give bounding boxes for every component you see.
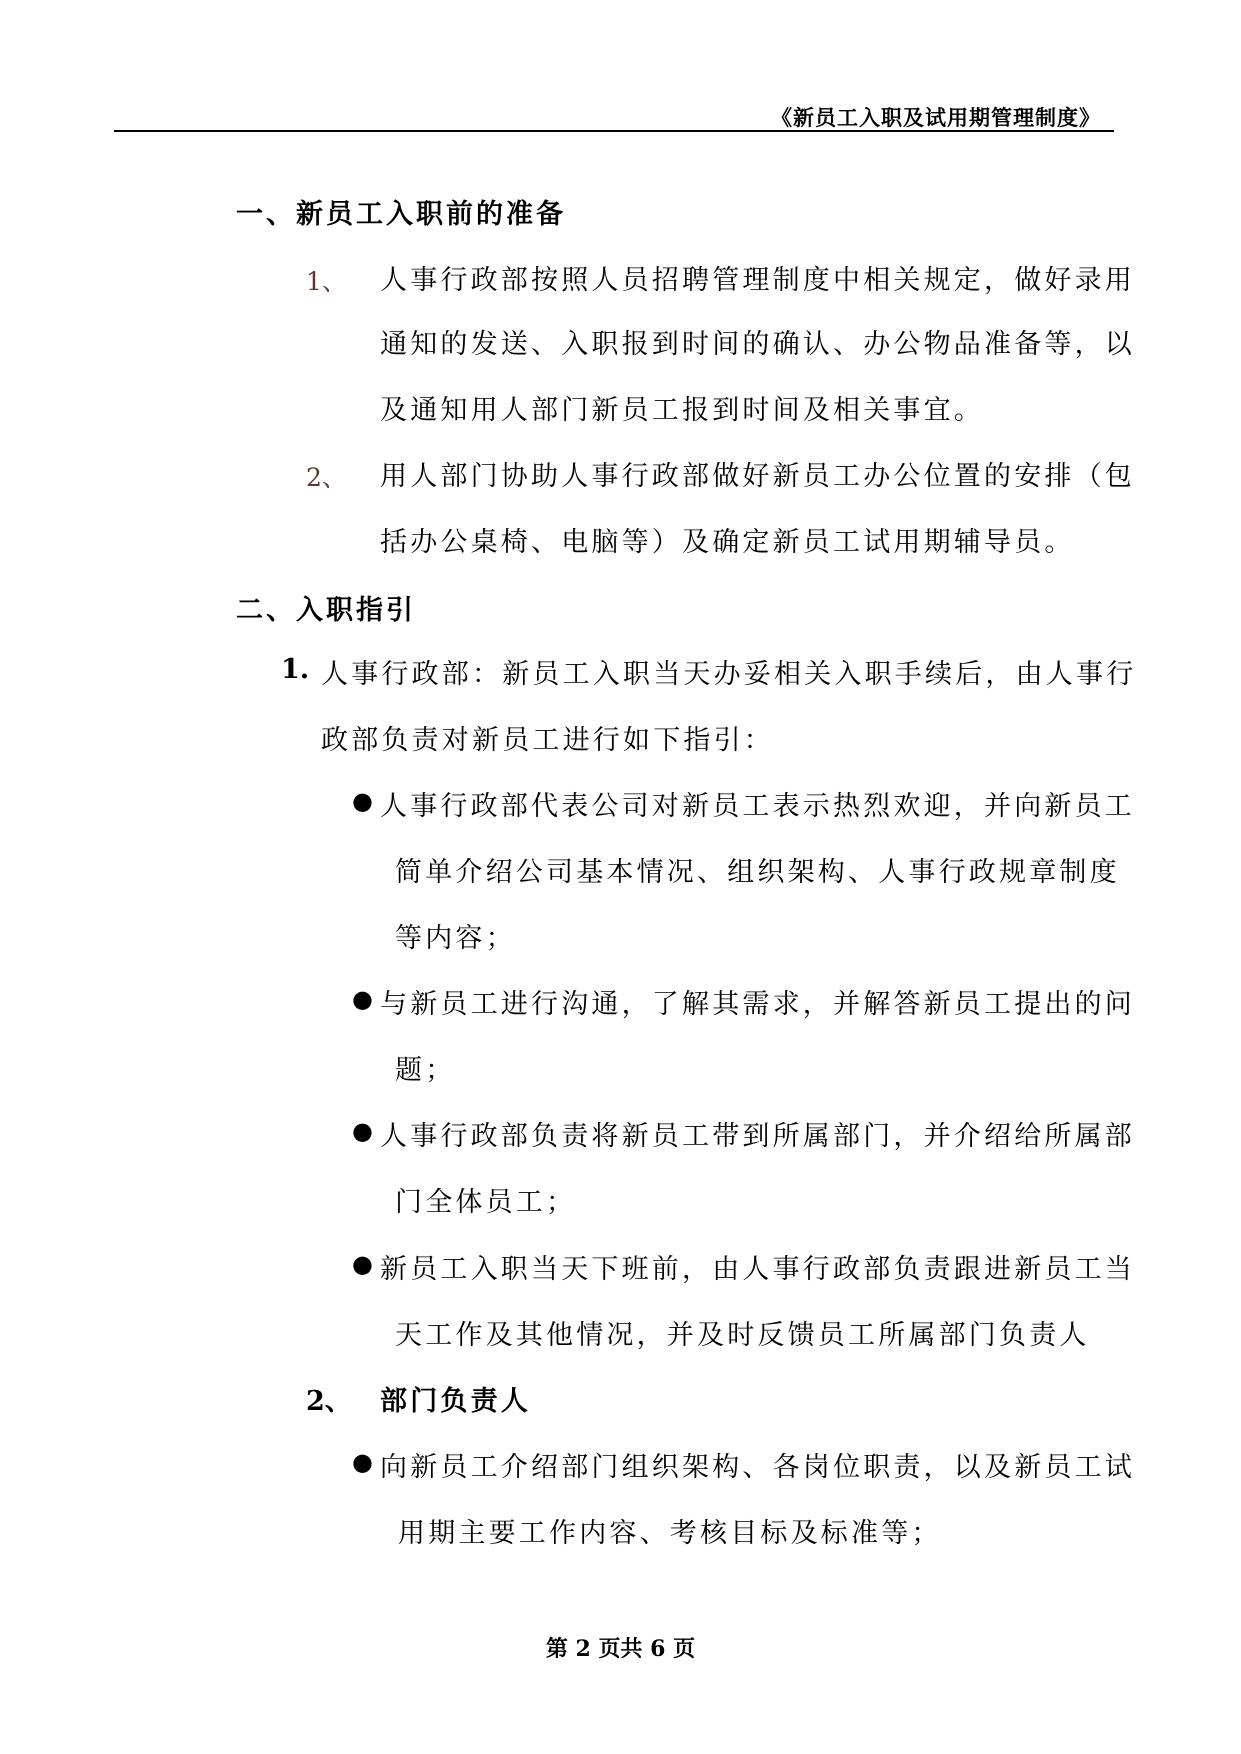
item-text-line: 通知的发送、入职报到时间的确认、办公物品准备等，以 — [380, 329, 1135, 360]
item-number: 1、 — [306, 267, 347, 296]
bullet-text-line: 天工作及其他情况，并及时反馈员工所属部门负责人 — [395, 1320, 1090, 1351]
bullet-text-line: 等内容； — [395, 923, 516, 954]
bullet-icon: ● — [352, 1250, 373, 1278]
bullet-text-line: 向新员工介绍部门组织架构、各岗位职责，以及新员工试 — [380, 1452, 1135, 1483]
item-text-line: 人事行政部：新员工入职当天办妥相关入职手续后，由人事行 — [321, 659, 1137, 690]
item-text-line: 及通知用人部门新员工报到时间及相关事宜。 — [380, 395, 984, 426]
page-number: 第 2 页共 6 页 — [545, 1636, 696, 1662]
bullet-text-line: 门全体员工； — [395, 1187, 577, 1218]
item-text-line: 人事行政部按照人员招聘管理制度中相关规定，做好录用 — [380, 265, 1135, 296]
bullet-text-line: 新员工入职当天下班前，由人事行政部负责跟进新员工当 — [380, 1254, 1135, 1285]
bullet-text-line: 用期主要工作内容、考核目标及标准等； — [398, 1518, 942, 1549]
bullet-text-line: 人事行政部负责将新员工带到所属部门，并介绍给所属部 — [380, 1121, 1135, 1152]
bullet-icon: ● — [352, 1448, 373, 1476]
bullet-text-line: 人事行政部代表公司对新员工表示热烈欢迎，并向新员工 — [380, 791, 1135, 822]
bullet-icon: ● — [352, 985, 373, 1013]
bullet-text-line: 简单介绍公司基本情况、组织架构、人事行政规章制度 — [395, 857, 1120, 888]
item-text-line: 括办公桌椅、电脑等）及确定新员工试用期辅导员。 — [380, 527, 1075, 558]
bullet-text-line: 与新员工进行沟通，了解其需求，并解答新员工提出的问 — [380, 989, 1135, 1020]
item-heading: 部门负责人 — [380, 1386, 531, 1417]
item-text-line: 用人部门协助人事行政部做好新员工办公位置的安排（包 — [380, 461, 1135, 492]
header-divider — [114, 130, 1114, 132]
item-number: 2、 — [306, 463, 347, 492]
item-number: 2、 — [306, 1386, 352, 1417]
bullet-icon: ● — [352, 787, 373, 815]
section-1-heading: 一、新员工入职前的准备 — [236, 199, 566, 230]
item-number: 1. — [281, 654, 310, 685]
document-title: 《新员工入职及试用期管理制度》 — [771, 105, 1101, 130]
bullet-text-line: 题； — [395, 1055, 456, 1086]
section-2-heading: 二、入职指引 — [236, 595, 416, 626]
item-text-line: 政部负责对新员工进行如下指引： — [321, 725, 774, 756]
bullet-icon: ● — [352, 1117, 373, 1145]
